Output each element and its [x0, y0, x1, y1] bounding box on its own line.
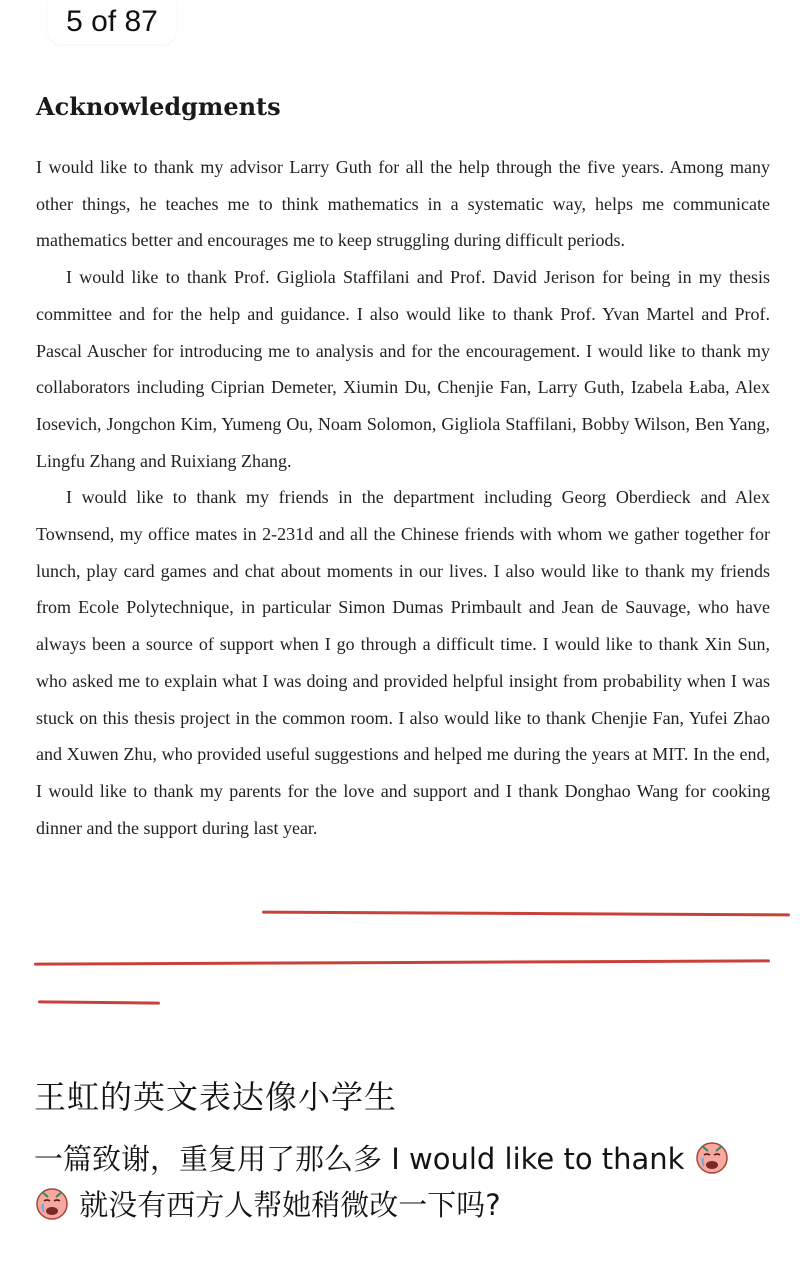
page-counter: 5 of 87 — [48, 0, 176, 44]
red-underline-mark — [38, 1000, 160, 1004]
comment-line-1: 一篇致谢，重复用了那么多 I would like to thank — [34, 1142, 694, 1176]
paragraph-3 — [36, 479, 770, 846]
comment-body — [34, 1136, 774, 1228]
social-post-comment — [34, 1072, 774, 1228]
crying-face-icon — [694, 1139, 730, 1175]
paragraph-2: I would like to thank Prof. Gigliola Staffilani and Prof. David Jerison for being in my thesis committee and for the help and guidance. I also would like to thank Prof. Yvan Martel and Prof. Pascal Auscher for introducing me to analysis and for the encouragement. I would like to thank my collaborators including Ciprian Demeter, Xiumin Du, Chenjie Fan, Larry Guth, Izabela Łaba, Alex Iosevich, Jongchon Kim, Yumeng Ou, Noam Solomon, Gigliola Staffilani, Bobby Wilson, Ben Yang, Lingfu Zhang and Ruixiang Zhang. — [36, 267, 770, 471]
comment-title: 王虹的英文表达像小学生 — [34, 1078, 398, 1116]
red-underline-mark — [262, 911, 790, 917]
paragraph-1: I would like to thank my advisor Larry Guth for all the help through the five years. Among many other things, he teaches me to think mathematics in a systematic way, helps me communicate mathematics better and encourages me to keep struggling during difficult periods. — [36, 157, 770, 251]
document-heading: Acknowledgments — [36, 92, 281, 121]
document-page — [36, 92, 770, 846]
comment-line-2: 就没有西方人帮她稍微改一下吗? — [70, 1188, 501, 1222]
crying-face-icon — [34, 1185, 70, 1221]
underlined-sentence: In the end, I would like to thank my parents for the love and support and I thank Donghao Wang for cooking dinner and the support during last year. — [36, 744, 770, 838]
red-underline-mark — [34, 959, 770, 965]
paragraph-3-text: I would like to thank my friends in the department including Georg Oberdieck and Alex Townsend, my office mates in 2-231d and all the Chinese friends with whom we gather together for lunch, play card games and chat about moments in our lives. I also would like to thank my friends from Ecole Polytechnique, in particular Simon Dumas Primbault and Jean de Sauvage, who have always been a source of support when I go through a difficult time. I would like to thank Xin Sun, who asked me to explain what I was doing and provided helpful insight from probability when I was stuck on this thesis project in the common room. I also would like to thank Chenjie Fan, Yufei Zhao and Xuwen Zhu, who provided useful suggestions and helped me during the years at MIT. — [36, 487, 770, 765]
